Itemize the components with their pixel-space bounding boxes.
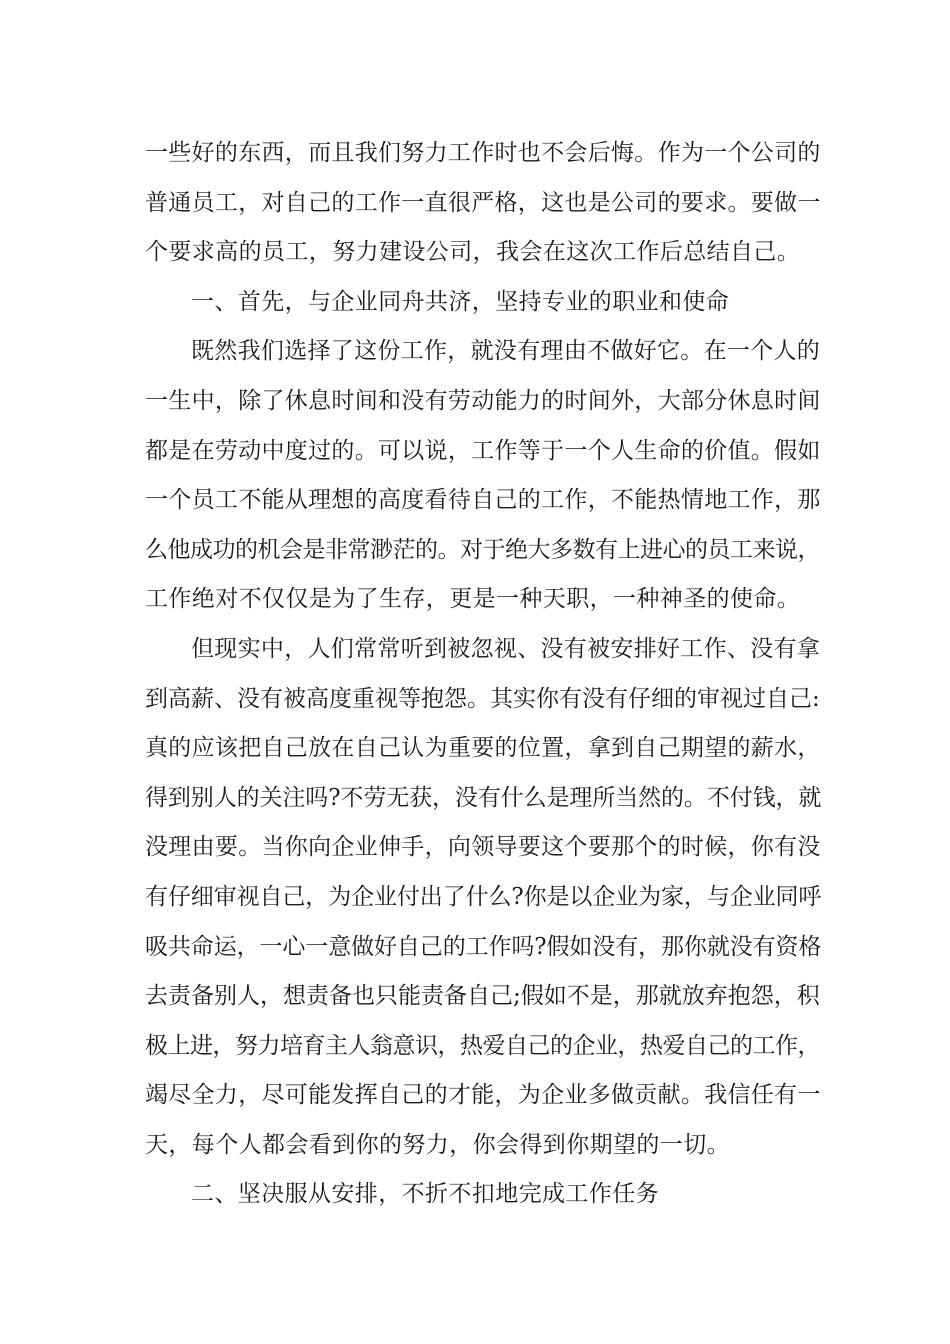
text-line: 得到别人的关注吗?不劳无获，没有什么是理所当然的。不付钱，就 [145, 784, 822, 811]
text-line: 一生中，除了休息时间和没有劳动能力的时间外，大部分休息时间 [145, 387, 821, 414]
text-line: 既然我们选择了这份工作，就没有理由不做好它。在一个人的 [191, 338, 821, 365]
text-line: 么他成功的机会是非常渺茫的。对于绝大多数有上进心的员工来说， [145, 536, 820, 563]
section-heading: 二、坚决服从安排，不折不扣地完成工作任务 [191, 1181, 659, 1208]
text-line: 去责备别人，想责备也只能责备自己;假如不是，那就放弃抱怨，积 [145, 983, 820, 1010]
text-line: 到高薪、没有被高度重视等抱怨。其实你有没有仔细的审视过自己: [145, 685, 820, 712]
text-line: 没理由要。当你向企业伸手，向领导要这个要那个的时候，你有没 [145, 834, 821, 861]
text-line: 真的应该把自己放在自己认为重要的位置，拿到自己期望的薪水， [145, 735, 821, 762]
text-line: 工作绝对不仅仅是为了生存，更是一种天职，一种神圣的使命。 [145, 586, 801, 613]
document-body [145, 129, 821, 1220]
text-line: 吸共命运，一心一意做好自己的工作吗?假如没有，那你就没有资格 [145, 933, 822, 960]
text-line: 极上进，努力培育主人翁意识，热爱自己的企业，热爱自己的工作， [145, 1032, 820, 1059]
text-line: 竭尽全力，尽可能发挥自己的才能，为企业多做贡献。我信任有一 [145, 1082, 821, 1109]
text-line: 都是在劳动中度过的。可以说，工作等于一个人生命的价值。假如 [145, 437, 821, 464]
text-line: 但现实中，人们常常听到被忽视、没有被安排好工作、没有拿 [191, 635, 821, 662]
text-line: 一些好的东西，而且我们努力工作时也不会后悔。作为一个公司的 [145, 140, 821, 166]
text-line: 天，每个人都会看到你的努力，你会得到你期望的一切。 [145, 1131, 730, 1158]
text-line: 一个员工不能从理想的高度看待自己的工作，不能热情地工作，那 [145, 487, 821, 514]
text-line: 普通员工，对自己的工作一直很严格，这也是公司的要求。要做一 [145, 189, 821, 216]
section-heading: 一、首先，与企业同舟共济，坚持专业的职业和使命 [191, 288, 730, 315]
text-line: 个要求高的员工，努力建设公司，我会在这次工作后总结自己。 [145, 239, 801, 266]
text-line: 有仔细审视自己，为企业付出了什么?你是以企业为家，与企业同呼 [145, 883, 822, 910]
